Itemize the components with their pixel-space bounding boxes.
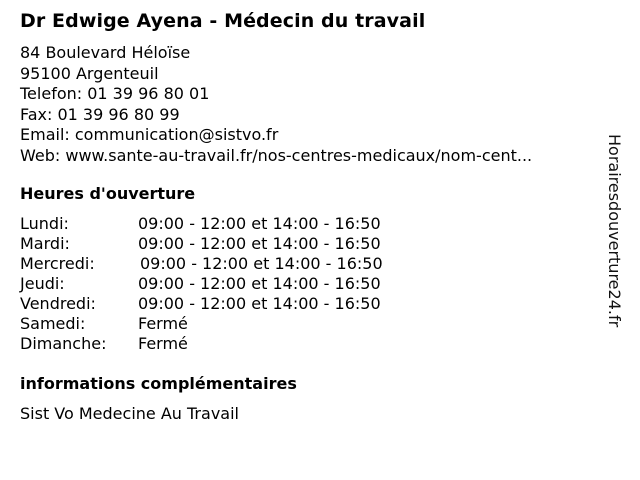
page-title: Dr Edwige Ayena - Médecin du travail bbox=[20, 10, 426, 32]
additional-info-text: Sist Vo Medecine Au Travail bbox=[20, 404, 239, 423]
address-city: 95100 Argenteuil bbox=[20, 63, 159, 83]
phone-number: Telefon: 01 39 96 80 01 bbox=[20, 84, 210, 103]
address-street: 84 Boulevard Héloïse bbox=[20, 43, 191, 62]
time-value: 09:00 - 12:00 et 14:00 - 16:50 bbox=[140, 254, 383, 273]
day-label: Mardi: bbox=[20, 234, 70, 253]
day-label: Mercredi: bbox=[20, 254, 95, 273]
day-label: Samedi: bbox=[20, 314, 86, 333]
time-value: Fermé bbox=[138, 314, 188, 333]
time-value: Fermé bbox=[138, 334, 188, 353]
fax-number: Fax: 01 39 96 80 99 bbox=[20, 104, 180, 124]
day-label: Jeudi: bbox=[20, 274, 65, 293]
additional-info-heading: informations complémentaires bbox=[20, 374, 297, 393]
opening-hours-heading: Heures d'ouverture bbox=[20, 184, 196, 203]
time-value: 09:00 - 12:00 et 14:00 - 16:50 bbox=[138, 214, 381, 233]
day-label: Lundi: bbox=[20, 214, 69, 233]
day-label: Dimanche: bbox=[20, 334, 107, 353]
time-value: 09:00 - 12:00 et 14:00 - 16:50 bbox=[138, 274, 381, 293]
email-address: Email: communication@sistvo.fr bbox=[20, 125, 279, 144]
time-value: 09:00 - 12:00 et 14:00 - 16:50 bbox=[138, 294, 381, 313]
site-watermark: Horairesdouverture24.fr bbox=[605, 134, 624, 328]
contact-block bbox=[20, 43, 532, 166]
time-value: 09:00 - 12:00 et 14:00 - 16:50 bbox=[138, 234, 381, 253]
website-url: Web: www.sante-au-travail.fr/nos-centres-medicaux/nom-cent... bbox=[20, 145, 533, 165]
day-label: Vendredi: bbox=[20, 294, 96, 313]
